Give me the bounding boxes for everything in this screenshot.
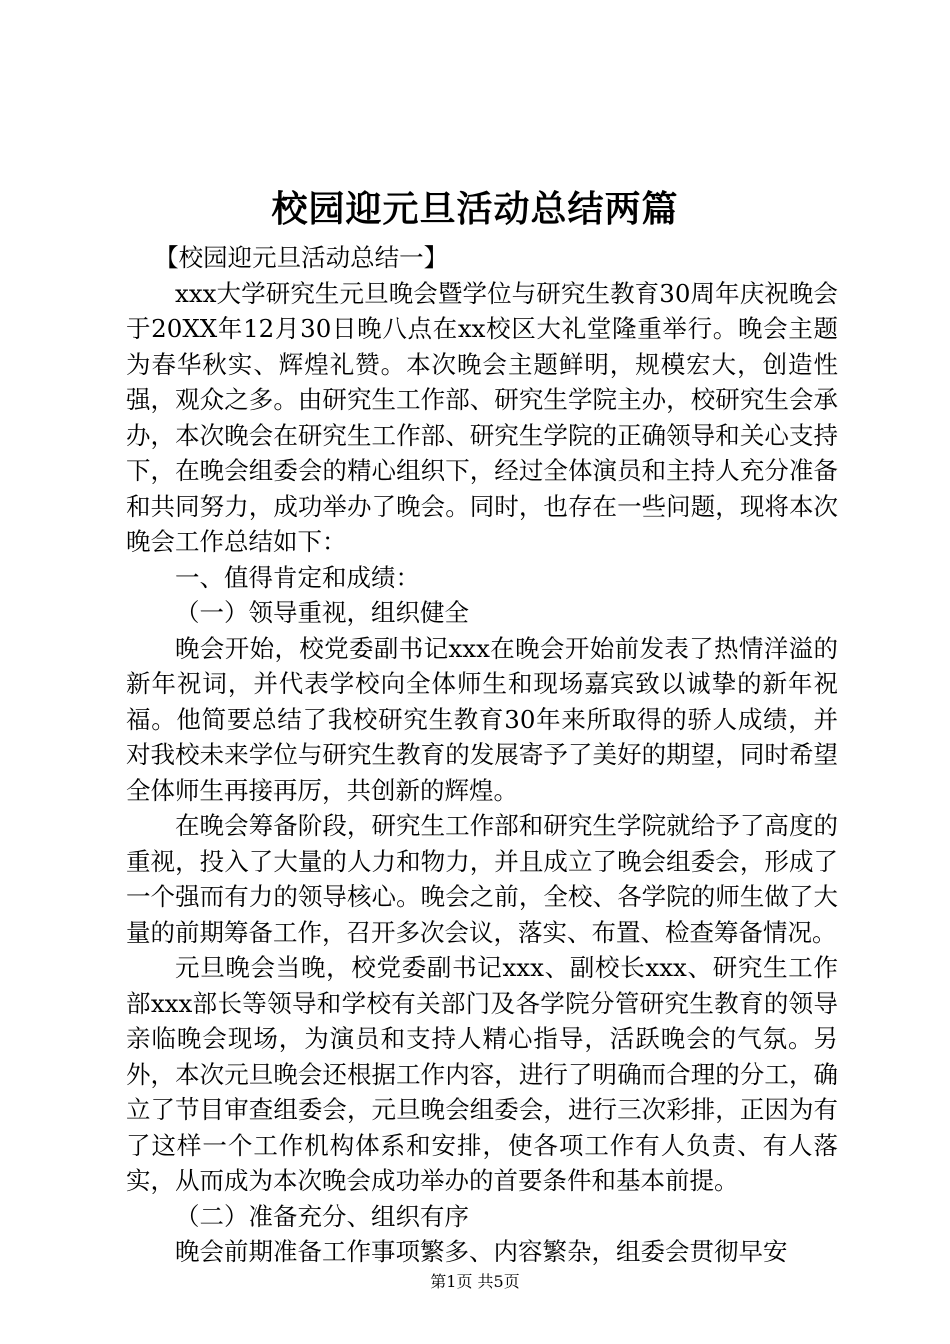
document-body	[126, 240, 838, 1270]
heading-achievements: 一、值得肯定和成绩：	[175, 562, 420, 592]
subheading-preparation: （二）准备充分、组织有序	[175, 1201, 469, 1231]
paragraph-intro: xxx大学研究生元旦晚会暨学位与研究生教育30周年庆祝晚会于20XX年12月30日晚八点在xx校区大礼堂隆重举行。晚会主题为春华秋实、辉煌礼赞。本次晚会主题鲜明，规模宏大，创造性强，观众之多。由研究生工作部、研究生学院主办，校研究生会承办，本次晚会在研究生工作部、研究生学院的正确领导和关心支持下，在晚会组委会的精心组织下，经过全体演员和主持人充分准备和共同努力，成功举办了晚会。同时，也存在一些问题，现将本次晚会工作总结如下：	[126, 278, 838, 556]
page-footer: 第1页 共5页	[430, 1272, 520, 1291]
subheading-leadership: （一）领导重视，组织健全	[175, 598, 469, 627]
document-title: 校园迎元旦活动总结两篇	[271, 188, 679, 230]
paragraph-preparation-work: 晚会前期准备工作事项繁多、内容繁杂，组委会贯彻早安	[175, 1237, 788, 1266]
paragraph-evening-leaders: 元旦晚会当晚，校党委副书记xxx、副校长xxx、研究生工作部xxx部长等领导和学校有关部门及各学院分管研究生教育的领导亲临晚会现场，为演员和支持人精心指导，活跃晚会的气氛。另外，本次元旦晚会还根据工作内容，进行了明确而合理的分工，确立了节目审查组委会，元旦晚会组委会，进行三次彩排，正因为有了这样一个工作机构体系和安排，使各项工作有人负责、有人落实，从而成为本次晚会成功举办的首要条件和基本前提。	[126, 953, 838, 1195]
paragraph-opening-speech: 晚会开始，校党委副书记xxx在晚会开始前发表了热情洋溢的新年祝词，并代表学校向全体师生和现场嘉宾致以诚挚的新年祝福。他简要总结了我校研究生教育30年来所取得的骄人成绩，并对我校未来学位与研究生教育的发展寄予了美好的期望，同时希望全体师生再接再厉，共创新的辉煌。	[126, 633, 838, 805]
paragraph-preparation-stage: 在晚会筹备阶段，研究生工作部和研究生学院就给予了高度的重视，投入了大量的人力和物力，并且成立了晚会组委会，形成了一个强而有力的领导核心。晚会之前，全校、各学院的师生做了大量的前期筹备工作，召开多次会议，落实、布置、检查筹备情况。	[126, 811, 838, 947]
section-heading: 【校园迎元旦活动总结一】	[154, 243, 449, 272]
